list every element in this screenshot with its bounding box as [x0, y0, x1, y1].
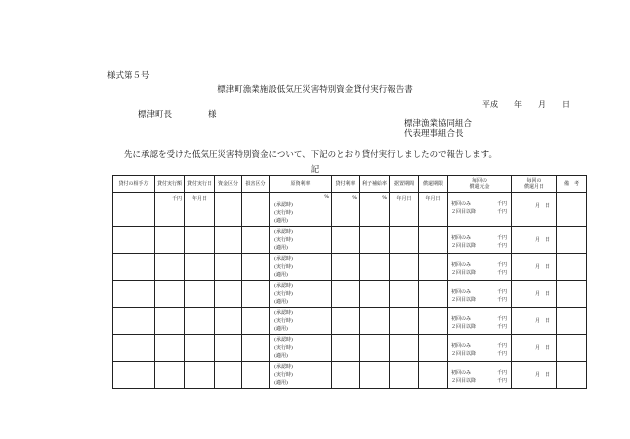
- loan-record-table: [112, 175, 587, 389]
- loan-amount-cell[interactable]: [155, 254, 185, 281]
- rate-label-execution: (実行時): [274, 345, 293, 352]
- subsidy-rate-cell[interactable]: [360, 308, 390, 335]
- loan-date-cell[interactable]: [185, 254, 215, 281]
- fund-type-cell[interactable]: [215, 254, 242, 281]
- rate-label-applied: (適用): [274, 380, 288, 387]
- header-borrower: 貸付の相手方: [113, 176, 155, 193]
- loss-type-cell[interactable]: [242, 281, 270, 308]
- remarks-cell[interactable]: [557, 308, 587, 335]
- rate-label-execution: (実行時): [274, 372, 293, 379]
- installment-cell[interactable]: [448, 281, 512, 308]
- installment-date-cell[interactable]: [512, 254, 557, 281]
- table-row: [113, 254, 587, 281]
- rate-label-applied: (適用): [274, 218, 288, 225]
- ki-heading: 記: [310, 165, 320, 175]
- loan-period-cell[interactable]: [390, 193, 419, 227]
- rate-labels: [270, 362, 331, 388]
- percent-mark: %: [324, 194, 329, 200]
- loan-period-cell[interactable]: [390, 227, 419, 254]
- installment-cell[interactable]: [448, 254, 512, 281]
- loss-type-cell[interactable]: [242, 335, 270, 362]
- month-day-label: 月 日: [534, 203, 550, 209]
- rate-label-approval: (承認時): [274, 229, 293, 235]
- installment-first-unit: 千円: [496, 235, 507, 241]
- lending-rate-cell[interactable]: [332, 308, 360, 335]
- loan-amount-cell[interactable]: [155, 335, 185, 362]
- organization-representative: 代表理事組合長: [404, 129, 464, 139]
- remarks-cell[interactable]: [557, 254, 587, 281]
- remarks-cell[interactable]: [557, 193, 587, 227]
- date-unit: 年月日: [191, 196, 207, 202]
- installment-first-label: 初回のみ: [451, 343, 472, 349]
- installment-lines: [448, 308, 511, 331]
- rate-label-applied: (適用): [274, 326, 288, 333]
- installment-lines: [448, 254, 511, 277]
- fund-type-cell[interactable]: [215, 281, 242, 308]
- installment-first-label: 初回のみ: [451, 201, 472, 207]
- addressee: [138, 111, 217, 120]
- rate-label-approval: (承認時): [274, 337, 293, 343]
- installment-lines: [448, 193, 511, 216]
- remarks-cell[interactable]: [557, 281, 587, 308]
- borrower-cell[interactable]: [113, 362, 155, 389]
- repayment-period-cell[interactable]: [419, 281, 448, 308]
- header-lending-rate: 貸付利率: [332, 176, 360, 193]
- rate-labels: [270, 308, 331, 334]
- table-row: [113, 362, 587, 389]
- lending-rate-cell[interactable]: [332, 335, 360, 362]
- borrower-cell[interactable]: [113, 335, 155, 362]
- loan-period-cell[interactable]: [390, 281, 419, 308]
- period-unit: 年月日: [396, 196, 412, 202]
- table-header-row: [113, 176, 587, 193]
- header-installment: [448, 176, 512, 193]
- installment-date-cell[interactable]: [512, 335, 557, 362]
- rate-label-approval: (承認時): [274, 202, 293, 208]
- repayment-period-cell[interactable]: [419, 227, 448, 254]
- rate-label-approval: (承認時): [274, 283, 293, 289]
- borrower-cell[interactable]: [113, 193, 155, 227]
- loss-type-cell[interactable]: [242, 308, 270, 335]
- fund-type-cell[interactable]: [215, 335, 242, 362]
- installment-lines: [448, 362, 511, 385]
- loan-date-cell[interactable]: [185, 281, 215, 308]
- loan-amount-cell[interactable]: [155, 281, 185, 308]
- body-text: 先に承認を受けた低気圧災害特別資金について、下記のとおり貸付実行しましたので報告します。: [124, 150, 497, 160]
- subsidy-rate-cell[interactable]: [360, 335, 390, 362]
- rate-label-approval: (承認時): [274, 310, 293, 316]
- installment-second-label: ２回目以降: [451, 296, 477, 303]
- header-installment-date-line-2: 償還月日: [523, 184, 544, 190]
- rate-label-applied: (適用): [274, 272, 288, 279]
- month-day-label: 月 日: [534, 264, 550, 270]
- rate-label-applied: (適用): [274, 299, 288, 306]
- repayment-period-cell[interactable]: [419, 254, 448, 281]
- header-installment-date-line-1: 毎回の: [526, 177, 542, 184]
- lending-rate-cell[interactable]: [332, 281, 360, 308]
- loss-type-cell[interactable]: [242, 362, 270, 389]
- fund-type-cell[interactable]: [215, 227, 242, 254]
- interest-rate-cell[interactable]: [270, 308, 332, 335]
- repayment-period-cell[interactable]: [419, 362, 448, 389]
- month-day-label: 月 日: [534, 318, 550, 324]
- subsidy-rate-cell[interactable]: [360, 254, 390, 281]
- repayment-unit: 年月日: [425, 196, 441, 202]
- month-day-label: 月 日: [534, 291, 550, 297]
- loan-period-cell[interactable]: [390, 362, 419, 389]
- borrower-cell[interactable]: [113, 254, 155, 281]
- rate-label-execution: (実行時): [274, 237, 293, 244]
- loss-type-cell[interactable]: [242, 254, 270, 281]
- header-loan-date: 貸付実行日: [185, 176, 215, 193]
- loss-type-cell[interactable]: [242, 193, 270, 227]
- installment-second-unit: 千円: [496, 377, 507, 384]
- installment-cell[interactable]: [448, 227, 512, 254]
- header-installment-date: [512, 176, 557, 193]
- table-row: [113, 193, 587, 227]
- lending-rate-cell[interactable]: [332, 193, 360, 227]
- header-subsidy-rate: 利子補給率: [360, 176, 390, 193]
- installment-first-label: 初回のみ: [451, 316, 472, 322]
- installment-second-unit: 千円: [496, 242, 507, 249]
- rate-labels: [270, 281, 331, 307]
- month-day-label: 月 日: [534, 237, 550, 243]
- loan-amount-cell[interactable]: [155, 227, 185, 254]
- rate-labels: [270, 200, 331, 226]
- loan-date-cell[interactable]: [185, 335, 215, 362]
- organization-name: 標津漁業協同組合: [404, 119, 473, 129]
- percent-mark: %: [352, 195, 357, 201]
- loan-amount-cell[interactable]: [155, 193, 185, 227]
- document-title: 標津町漁業施設低気圧災害特別資金貸付実行報告書: [217, 85, 413, 95]
- addressee-honorific: 様: [208, 110, 217, 120]
- rate-label-applied: (適用): [274, 353, 288, 360]
- loan-amount-cell[interactable]: [155, 308, 185, 335]
- installment-date-cell[interactable]: [512, 362, 557, 389]
- date-line: 平成 年 月 日: [482, 100, 570, 109]
- installment-first-unit: 千円: [496, 343, 507, 349]
- installment-first-label: 初回のみ: [451, 262, 472, 268]
- installment-lines: [448, 335, 511, 358]
- month-day-label: 月 日: [534, 372, 550, 378]
- installment-second-label: ２回目以降: [451, 323, 477, 330]
- table-row: [113, 227, 587, 254]
- header-interest-rate: 原資利率: [270, 176, 332, 193]
- table-row: [113, 308, 587, 335]
- borrower-cell[interactable]: [113, 308, 155, 335]
- loan-amount-cell[interactable]: [155, 362, 185, 389]
- month-day-label: 月 日: [534, 345, 550, 351]
- installment-cell[interactable]: [448, 335, 512, 362]
- rate-label-applied: (適用): [274, 245, 288, 252]
- installment-second-label: ２回目以降: [451, 377, 477, 384]
- header-loan-amount: 貸付実行額: [155, 176, 185, 193]
- repayment-period-cell[interactable]: [419, 193, 448, 227]
- header-loan-period: 据置期間: [390, 176, 419, 193]
- installment-date-cell[interactable]: [512, 281, 557, 308]
- interest-rate-cell[interactable]: [270, 362, 332, 389]
- header-remarks: 備 考: [557, 176, 587, 193]
- interest-rate-cell[interactable]: [270, 254, 332, 281]
- remarks-cell[interactable]: [557, 227, 587, 254]
- installment-second-label: ２回目以降: [451, 269, 477, 276]
- header-installment-line-2: 償還元金: [469, 184, 490, 190]
- interest-rate-cell[interactable]: [270, 193, 332, 227]
- installment-lines: [448, 281, 511, 304]
- installment-date-cell[interactable]: [512, 227, 557, 254]
- installment-date-cell[interactable]: [512, 308, 557, 335]
- installment-cell[interactable]: [448, 362, 512, 389]
- installment-second-unit: 千円: [496, 269, 507, 276]
- table-row: [113, 335, 587, 362]
- installment-second-label: ２回目以降: [451, 208, 477, 215]
- subsidy-rate-cell[interactable]: [360, 227, 390, 254]
- installment-lines: [448, 227, 511, 250]
- installment-first-label: 初回のみ: [451, 289, 472, 295]
- lending-rate-cell[interactable]: [332, 362, 360, 389]
- rate-label-approval: (承認時): [274, 256, 293, 262]
- installment-first-unit: 千円: [496, 262, 507, 268]
- installment-second-label: ２回目以降: [451, 350, 477, 357]
- rate-label-execution: (実行時): [274, 210, 293, 217]
- subsidy-rate-cell[interactable]: [360, 193, 390, 227]
- fund-type-cell[interactable]: [215, 193, 242, 227]
- installment-second-unit: 千円: [496, 323, 507, 330]
- installment-cell[interactable]: [448, 308, 512, 335]
- header-repayment-period: 償還期限: [419, 176, 448, 193]
- installment-first-unit: 千円: [496, 316, 507, 322]
- loan-period-cell[interactable]: [390, 308, 419, 335]
- header-installment-line-1: 毎回の: [471, 177, 487, 184]
- form-number: 様式第５号: [107, 71, 150, 81]
- rate-label-approval: (承認時): [274, 364, 293, 370]
- remarks-cell[interactable]: [557, 362, 587, 389]
- addressee-name: 標津町長: [138, 110, 173, 120]
- repayment-period-cell[interactable]: [419, 308, 448, 335]
- rate-labels: [270, 254, 331, 280]
- lending-rate-cell[interactable]: [332, 254, 360, 281]
- loan-date-cell[interactable]: [185, 308, 215, 335]
- table-row: [113, 281, 587, 308]
- installment-first-unit: 千円: [496, 201, 507, 207]
- fund-type-cell[interactable]: [215, 308, 242, 335]
- remarks-cell[interactable]: [557, 335, 587, 362]
- installment-first-unit: 千円: [496, 289, 507, 295]
- borrower-cell[interactable]: [113, 281, 155, 308]
- table-body: [113, 193, 587, 389]
- installment-second-unit: 千円: [496, 208, 507, 215]
- installment-cell[interactable]: [448, 193, 512, 227]
- installment-second-unit: 千円: [496, 350, 507, 357]
- subsidy-rate-cell[interactable]: [360, 362, 390, 389]
- loan-period-cell[interactable]: [390, 335, 419, 362]
- loan-date-cell[interactable]: [185, 362, 215, 389]
- lending-rate-cell[interactable]: [332, 227, 360, 254]
- rate-label-execution: (実行時): [274, 318, 293, 325]
- interest-rate-cell[interactable]: [270, 335, 332, 362]
- loan-date-cell[interactable]: [185, 227, 215, 254]
- percent-mark: %: [382, 195, 387, 201]
- installment-first-label: 初回のみ: [451, 235, 472, 241]
- interest-rate-cell[interactable]: [270, 281, 332, 308]
- installment-first-label: 初回のみ: [451, 370, 472, 376]
- header-fund-type: 資金区分: [215, 176, 242, 193]
- header-loss-type: 損害区分: [242, 176, 270, 193]
- loan-period-cell[interactable]: [390, 254, 419, 281]
- installment-second-label: ２回目以降: [451, 242, 477, 249]
- borrower-cell[interactable]: [113, 227, 155, 254]
- subsidy-rate-cell[interactable]: [360, 281, 390, 308]
- loss-type-cell[interactable]: [242, 227, 270, 254]
- rate-labels: [270, 335, 331, 361]
- rate-label-execution: (実行時): [274, 264, 293, 271]
- rate-label-execution: (実行時): [274, 291, 293, 298]
- repayment-period-cell[interactable]: [419, 335, 448, 362]
- rate-labels: [270, 227, 331, 253]
- installment-date-cell[interactable]: [512, 193, 557, 227]
- amount-unit: 千円: [171, 196, 182, 202]
- installment-second-unit: 千円: [496, 296, 507, 303]
- installment-first-unit: 千円: [496, 370, 507, 376]
- fund-type-cell[interactable]: [215, 362, 242, 389]
- loan-date-cell[interactable]: [185, 193, 215, 227]
- interest-rate-cell[interactable]: [270, 227, 332, 254]
